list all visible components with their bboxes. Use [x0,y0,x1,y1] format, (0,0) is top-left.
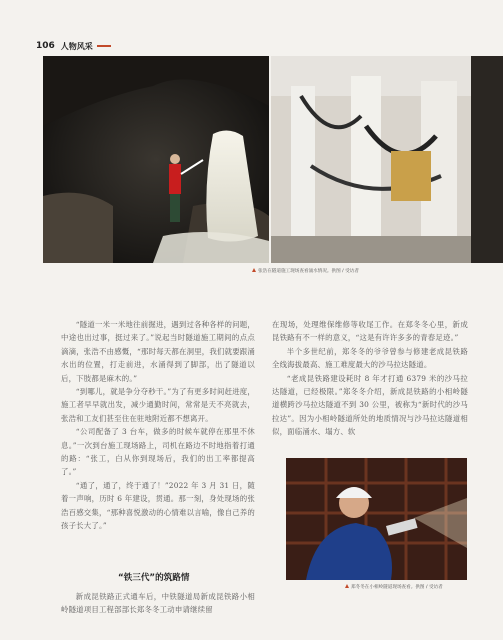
paragraph: “老成昆铁路建设耗时 8 年才打通 6379 米的沙马拉达隧道，已经极限。”郑冬冬介绍，新成昆铁路的小相岭隧道横跨沙马拉达隧道不到 30 公里，被称为“新时代的沙马拉达”。因为小相岭隧道所处的地质情况与沙马拉达隧道相似，面临涌水、塌方、软 [272,373,468,437]
left-text-tail [61,590,255,617]
paragraph: “到哪儿，就是争分夺秒干。”为了有更多时间赶进度，施工者早早就出发，减少通勤时间，常常是天不亮就去，张浩和工友们甚至住在驻地附近都不想离开。 [61,387,255,423]
paragraph: “公司配备了 3 台车，做多的时候车就停在那里不休息。”一次到台施工现场路上，司机在路边不时地指着打通的路：“张工，白从你到现场后，我们的出工率都提高了。” [61,427,255,477]
paragraph: 在现场，处理维保维修等收尾工作。在郑冬冬心里，新成昆铁路有不一样的意义，“这是有许许多多的青春足迹。” [272,320,468,343]
caption-triangle-icon [252,268,256,272]
cable-equipment-photo [271,56,503,263]
worker-flashlight-photo [286,458,467,580]
page-header [36,40,111,52]
photo1-caption: 张浩在隧道施工现场查看涌水情况。供图 / 受访者 [252,268,359,274]
photo3-caption: 郑冬冬在小相岭隧道现场查看。供图 / 受访者 [345,584,443,590]
paragraph: “隧道一米一米地往前掘进，遇到过各种各样的问题，中途也出过事，挺过来了。”说起当时隧道施工期间的点点滴滴，张浩不由感慨，“那时每天都在洞里，我们就要跟涌水出的位置，打走前进，水涌得到了脚部，出了隧道以后，下肢都是麻木的。” [61,320,255,383]
right-text-column [272,318,468,439]
paragraph: 新成昆铁路正式通车后，中铁隧道局新成昆铁路小相岭隧道项目工程部部长郑冬冬工动申请继续留 [61,592,255,615]
tunnel-waterfall-photo [43,56,269,263]
section-subheading: “铁三代”的筑路情 [118,573,190,583]
page-number: 106 [36,41,55,51]
caption-triangle-icon [345,584,349,588]
paragraph: 半个多世纪前，郑冬冬的爷爷曾参与修建老成昆铁路全线海拔最高、施工难度最大的沙马拉达隧道。 [272,346,468,370]
paragraph: “通了，通了，终于通了！”2022 年 3 月 31 日，随着一声响，历时 6 年建设，贯通。那一刻，身处现场的张浩百感交集，“那种喜悦激动的心情难以言喻，像自己养的孩子长大了。” [61,480,255,531]
column-name: 人物风采 [61,41,111,52]
left-text-column [61,318,255,533]
